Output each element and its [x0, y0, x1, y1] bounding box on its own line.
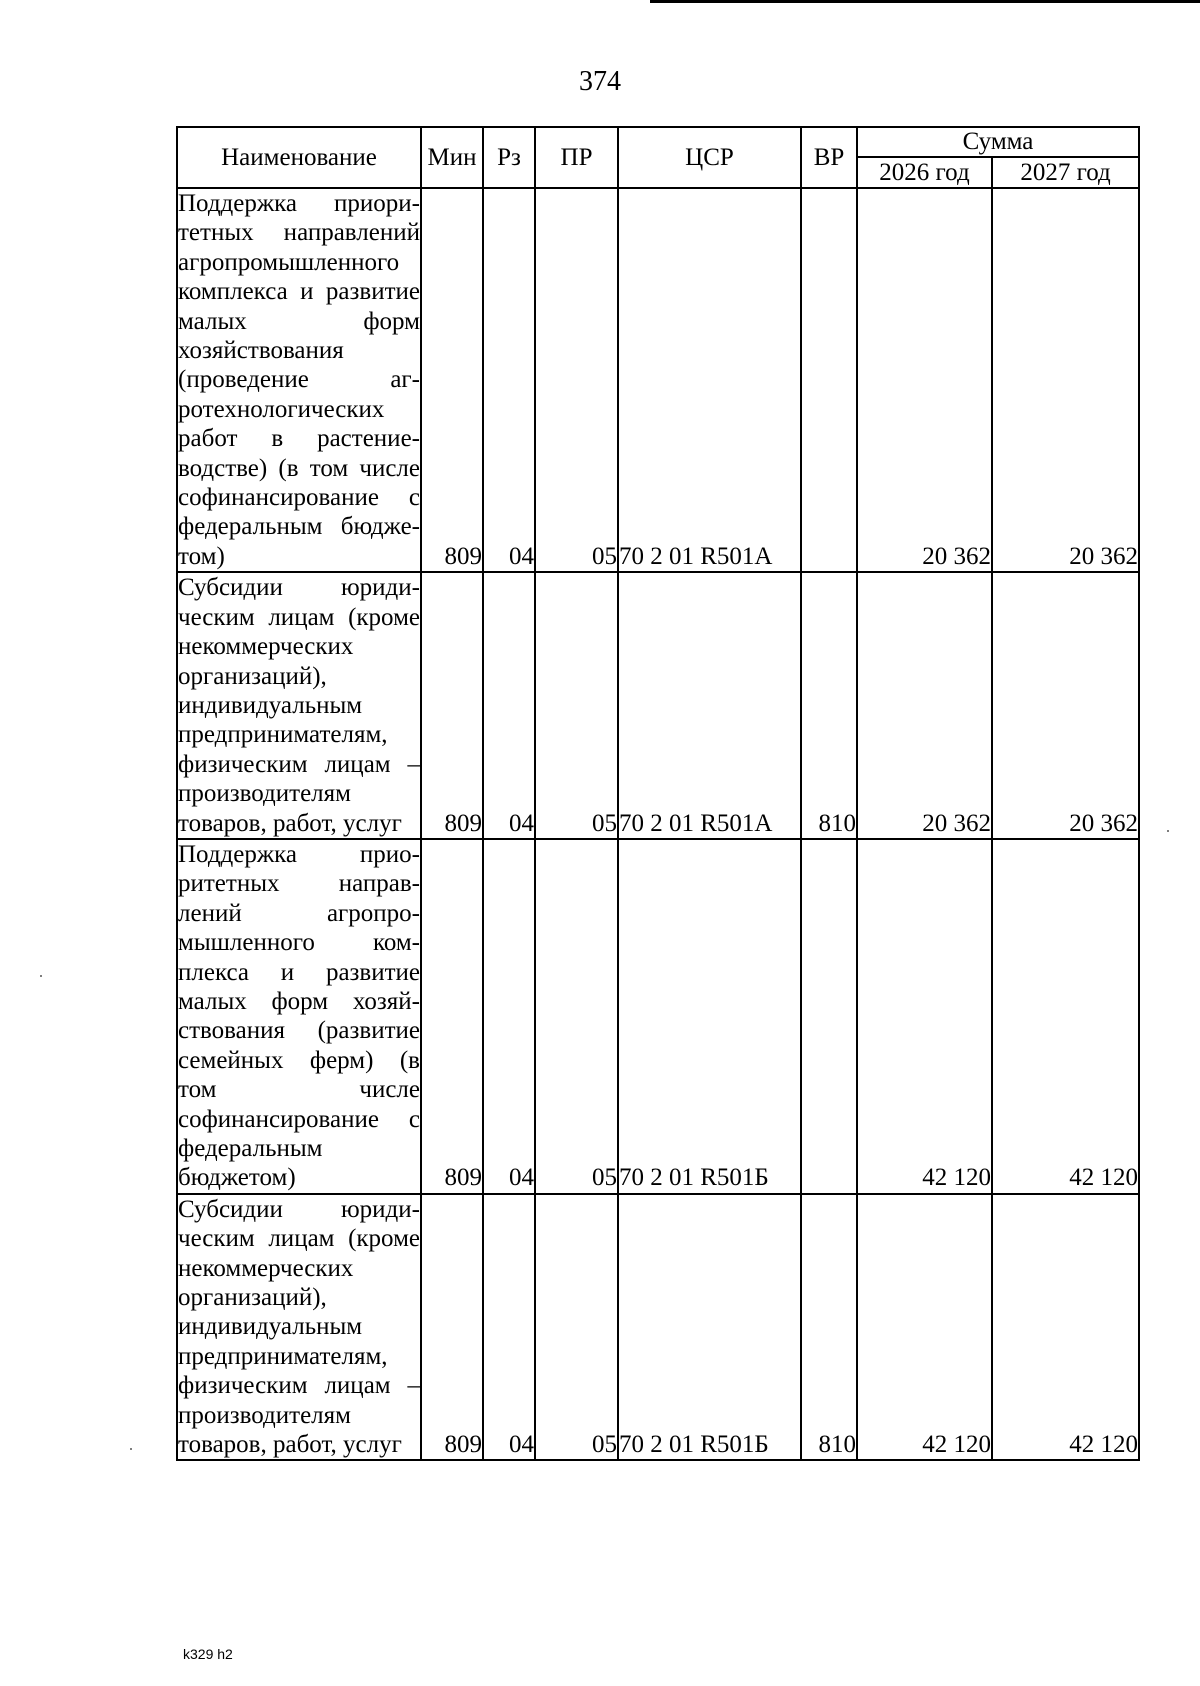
- row-vr: 810: [801, 572, 857, 839]
- table-row: [177, 188, 1139, 572]
- row-sum-2027: 42 120: [992, 839, 1139, 1194]
- row-sum-2026: 20 362: [857, 188, 992, 572]
- row-rz: 04: [483, 188, 535, 572]
- row-rz: 04: [483, 1194, 535, 1461]
- row-vr: [801, 839, 857, 1194]
- row-min: 809: [421, 572, 483, 839]
- scan-top-rule: [650, 0, 1200, 3]
- page-number: 374: [579, 66, 621, 97]
- row-csr: 70 2 01 R501Б: [618, 1194, 801, 1461]
- row-vr: 810: [801, 1194, 857, 1461]
- footer-document-code: k329 h2: [183, 1646, 233, 1662]
- table-row: [177, 1194, 1139, 1461]
- row-sum-2026: 20 362: [857, 572, 992, 839]
- row-name: Поддержка приоритетных направлений агропромышленного комплекса и развитие малых форм хозяйствования (развитие семейных ферм) (в том числе софинансирование с федеральным бюджетом): [177, 839, 421, 1194]
- row-rz: 04: [483, 572, 535, 839]
- table-row: [177, 839, 1139, 1194]
- row-min: 809: [421, 1194, 483, 1461]
- row-sum-2026: 42 120: [857, 1194, 992, 1461]
- header-pr: ПР: [535, 127, 618, 188]
- row-sum-2027: 42 120: [992, 1194, 1139, 1461]
- table-row: [177, 572, 1139, 839]
- row-pr: 05: [535, 1194, 618, 1461]
- row-min: 809: [421, 188, 483, 572]
- scan-speck: [1167, 830, 1169, 832]
- header-rz: Рз: [483, 127, 535, 188]
- row-csr: 70 2 01 R501Б: [618, 839, 801, 1194]
- row-name: Субсидии юридическим лицам (кроме некоммерческих организаций), индивидуальным предпринимателям, физическим лицам – производителям товаров, работ, услуг: [177, 572, 421, 839]
- row-vr: [801, 188, 857, 572]
- row-sum-2027: 20 362: [992, 188, 1139, 572]
- header-name: Наименование: [177, 127, 421, 188]
- header-csr: ЦСР: [618, 127, 801, 188]
- row-sum-2027: 20 362: [992, 572, 1139, 839]
- row-pr: 05: [535, 839, 618, 1194]
- header-row: [177, 127, 1139, 157]
- row-csr: 70 2 01 R501A: [618, 572, 801, 839]
- row-pr: 05: [535, 572, 618, 839]
- header-year-2026: 2026 год: [857, 157, 992, 188]
- row-name: Поддержка приоритетных направлений агропромышленного комплекса и развитие малых форм хозяйствования (проведение агротехнологических работ в растениеводстве) (в том числе софинансирование с федеральным бюджетом): [177, 188, 421, 572]
- row-min: 809: [421, 839, 483, 1194]
- budget-table: [176, 126, 1140, 1461]
- header-year-2027: 2027 год: [992, 157, 1139, 188]
- header-sum: Сумма: [857, 127, 1139, 157]
- header-vr: ВР: [801, 127, 857, 188]
- row-name: Субсидии юридическим лицам (кроме некоммерческих организаций), индивидуальным предпринимателям, физическим лицам – производителям товаров, работ, услуг: [177, 1194, 421, 1461]
- header-min: Мин: [421, 127, 483, 188]
- row-pr: 05: [535, 188, 618, 572]
- row-rz: 04: [483, 839, 535, 1194]
- row-csr: 70 2 01 R501A: [618, 188, 801, 572]
- row-sum-2026: 42 120: [857, 839, 992, 1194]
- scan-speck: [40, 975, 42, 977]
- scan-speck: [130, 1448, 132, 1450]
